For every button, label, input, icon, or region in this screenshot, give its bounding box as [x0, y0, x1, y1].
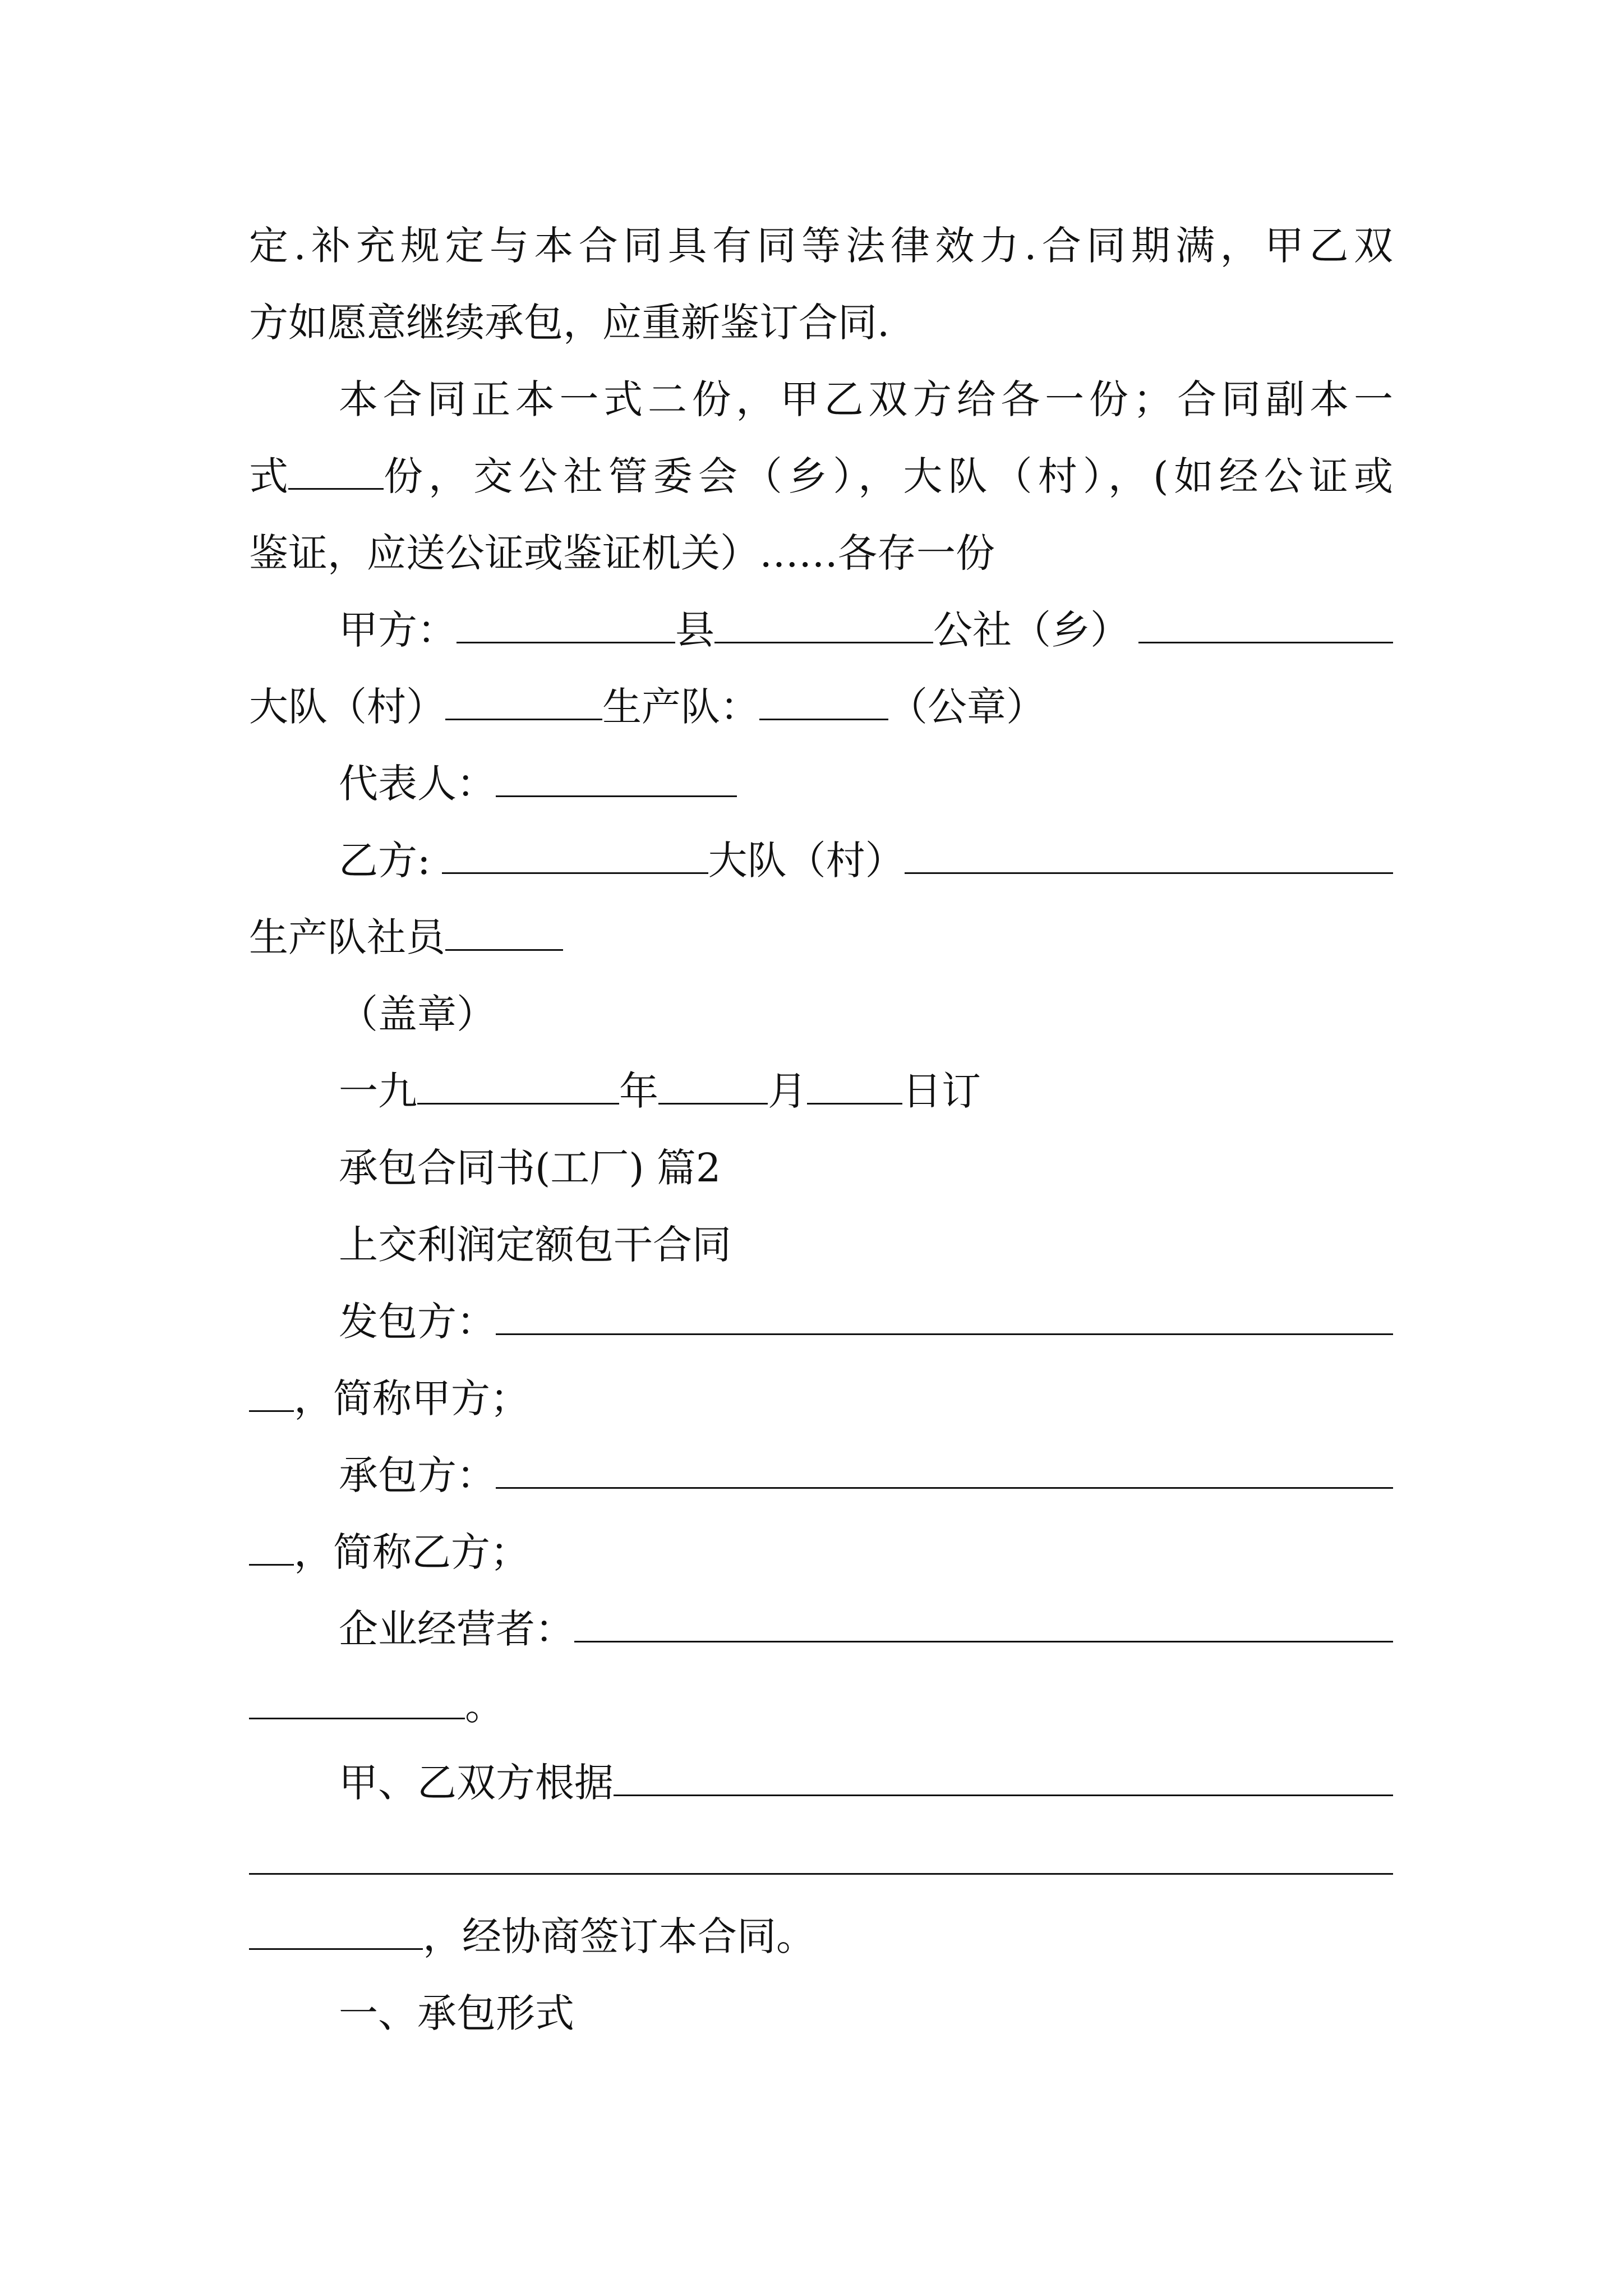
basis-label: 甲、乙双方根据 — [339, 1760, 614, 1806]
member-line — [249, 899, 1393, 976]
paragraph-line — [249, 438, 1393, 515]
member-label: 生产队社员 — [249, 914, 445, 960]
blank-field — [759, 683, 888, 720]
party-b-label: 乙方: — [339, 838, 431, 884]
party-a-line — [249, 592, 1393, 669]
seal-line: （盖章） — [339, 991, 496, 1037]
contract-title: 上交利润定额包干合同 — [339, 1222, 731, 1268]
county-label: 县 — [675, 607, 714, 653]
blank-field — [1138, 606, 1393, 643]
contractor-line-2 — [249, 1514, 1393, 1591]
blank-field — [496, 1298, 1393, 1335]
date-prefix: 一九 — [339, 1068, 417, 1114]
issuer-line-2 — [249, 1360, 1393, 1437]
document-page — [249, 208, 1393, 2052]
blank-field — [445, 914, 563, 951]
blank-field — [249, 1913, 423, 1950]
date-year: 年 — [619, 1068, 658, 1114]
issuer-line — [249, 1283, 1393, 1360]
blank-field — [249, 1529, 294, 1566]
article-heading: 承包合同书(工厂) 篇2 — [339, 1145, 721, 1191]
blank-field — [288, 453, 384, 490]
blank-field — [445, 683, 602, 720]
blank-field — [249, 1821, 1393, 1875]
commune-label: 公社（乡） — [933, 607, 1129, 653]
party-a-line-2 — [249, 669, 1393, 746]
brigade-b-label: 大队（村） — [708, 838, 905, 884]
basis-end: ，经协商签订本合同。 — [423, 1913, 815, 1959]
blank-field — [496, 1452, 1393, 1489]
blank-field — [442, 837, 708, 874]
section-heading: 一、承包形式 — [339, 1990, 574, 2036]
paragraph-line: 鉴证，应送公证或鉴证机关）……各存一份 — [249, 530, 995, 576]
operator-label: 企业经营者： — [339, 1606, 574, 1652]
party-b-line — [249, 822, 1393, 899]
text-segment: 式 — [249, 453, 288, 499]
operator-line — [249, 1591, 1393, 1668]
brigade-label: 大队（村） — [249, 684, 445, 730]
basis-line — [249, 1745, 1393, 1821]
period-mark: 。 — [465, 1683, 504, 1729]
blank-field — [905, 837, 1393, 874]
blank-field — [249, 1375, 294, 1412]
representative-label: 代表人： — [339, 761, 496, 807]
date-month: 月 — [768, 1068, 807, 1114]
seal-label: （公章） — [888, 684, 1045, 730]
contractor-line — [249, 1437, 1393, 1514]
paragraph-line: 本合同正本一式二份，甲乙双方给各一份；合同副本一 — [339, 376, 1393, 422]
blank-field — [714, 606, 933, 643]
contractor-label: 承包方： — [339, 1452, 496, 1498]
paragraph-line: 方如愿意继续承包，应重新鉴订合同. — [249, 300, 890, 346]
blank-field — [417, 1068, 619, 1105]
blank-field — [249, 1682, 465, 1719]
party-a-label: 甲方： — [339, 607, 457, 653]
blank-field — [807, 1068, 902, 1105]
representative-line — [249, 746, 1393, 822]
operator-line-2 — [249, 1668, 1393, 1745]
blank-field — [658, 1068, 768, 1105]
issuer-abbr: ，简称甲方； — [294, 1375, 529, 1421]
issuer-label: 发包方： — [339, 1299, 496, 1345]
blank-field — [574, 1605, 1393, 1642]
paragraph-line: 定.补充规定与本合同具有同等法律效力.合同期满，甲乙双 — [249, 223, 1393, 269]
blank-field — [457, 606, 675, 643]
basis-line-3 — [249, 1898, 1393, 1975]
date-day: 日订 — [902, 1068, 981, 1114]
blank-field — [496, 760, 737, 797]
date-line — [249, 1053, 1393, 1130]
contractor-abbr: ，简称乙方； — [294, 1529, 529, 1575]
team-label: 生产队： — [602, 684, 759, 730]
basis-line-2 — [249, 1821, 1393, 1898]
text-segment: 份，交公社管委会（乡），大队（村），(如经公证或 — [384, 453, 1393, 499]
blank-field — [614, 1759, 1393, 1796]
